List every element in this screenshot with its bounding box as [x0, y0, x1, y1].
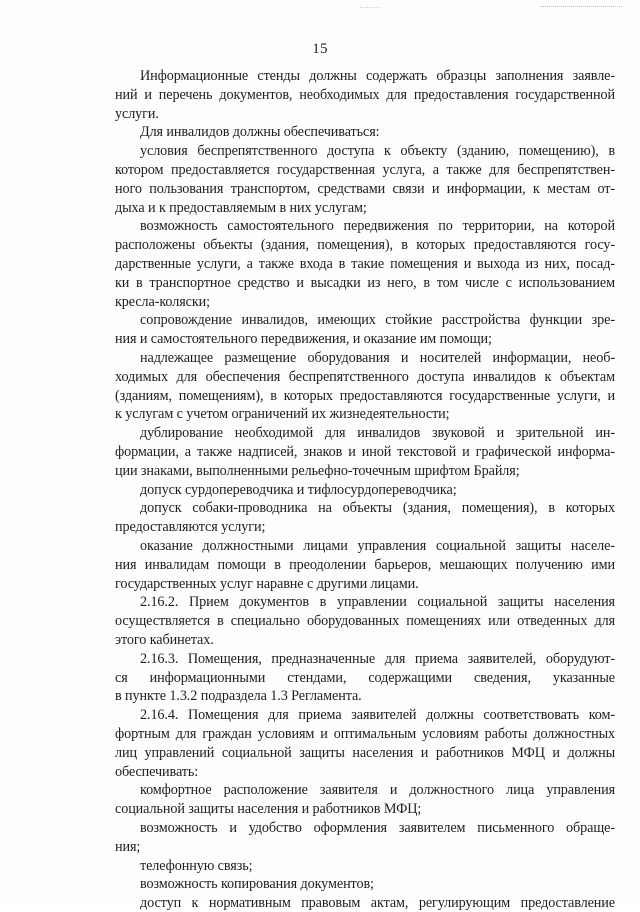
text-line: ходимых для обеспечения беспрепятственного доступа инвалидов к объектам	[115, 368, 615, 385]
text-line: комфортное расположение заявителя и должностного лица управления	[140, 782, 615, 799]
text-line: доступ к нормативным правовым актам, регулирующим предоставление	[140, 895, 615, 912]
page-number: 15	[312, 41, 328, 57]
text-line: предоставляются услуги;	[115, 519, 266, 536]
text-line: допуск сурдопереводчика и тифлосурдопереводчика;	[140, 481, 457, 498]
text-line: оказание должностными лицами управления социальной защиты населе-	[140, 538, 615, 554]
text-line: дыха и к предоставляемым в них услугам;	[115, 199, 367, 216]
text-line: в пункте 1.3.2 подраздела 1.3 Регламента.	[115, 688, 362, 705]
text-line: возможность самостоятельного передвижения по территории, на которой	[140, 218, 615, 235]
text-line: лиц управлений социальной защиты населения и работников МФЦ и должны	[115, 744, 615, 761]
text-line: дарственные услуги, а также входа в такие помещения и выхода из них, посад-	[115, 256, 615, 272]
text-line: возможность и удобство оформления заявителем письменного обраще-	[140, 820, 615, 836]
text-line: ния;	[115, 838, 141, 855]
text-line: Для инвалидов должны обеспечиваться:	[140, 124, 380, 141]
text-line: ний и перечень документов, необходимых для предоставления государственной	[115, 86, 615, 103]
text-line: возможность копирования документов;	[140, 876, 374, 893]
scan-artifact	[360, 7, 380, 10]
text-line: этого кабинетах.	[115, 632, 214, 648]
text-line: условия беспрепятственного доступа к объекту (зданию, помещению), в	[140, 143, 615, 160]
text-line: расположены объекты (здания, помещения), в которых предоставляются госу-	[115, 237, 615, 254]
text-line: ния и самостоятельного передвижения, и оказание им помощи;	[115, 331, 492, 348]
text-line: 2.16.3. Помещения, предназначенные для приема заявителей, оборудуют-	[140, 650, 615, 667]
text-line: ся информационными стендами, содержащими сведения, указанные	[115, 669, 615, 686]
text-line: ного пользования транспортом, средствами связи и информации, к местам от-	[115, 180, 615, 197]
text-line: услуги.	[115, 105, 159, 122]
text-line: 2.16.4. Помещения для приема заявителей должны соответствовать ком-	[140, 707, 615, 724]
text-line: формации, а также надписей, знаков и иной текстовой и графической информа-	[115, 444, 615, 460]
text-line: надлежащее размещение оборудования и носителей информации, необ-	[140, 350, 615, 366]
text-line: котором предоставляется государственная услуга, а также для беспрепятствен-	[115, 162, 615, 178]
text-line: осуществляется в специально оборудованных помещениях или отведенных для	[115, 613, 615, 630]
text-line: к услугам с учетом ограничений их жизнедеятельности;	[115, 406, 450, 423]
text-line: 2.16.2. Прием документов в управлении социальной защиты населения	[140, 594, 615, 611]
text-line: государственных услуг наравне с другими лицами.	[115, 575, 419, 592]
text-line: фортным для граждан условиям и оптимальным условиям работы должностных	[115, 726, 615, 742]
text-line: обеспечивать:	[115, 763, 199, 780]
text-line: телефонную связь;	[140, 857, 253, 874]
text-line: допуск собаки-проводника на объекты (здания, помещения), в которых	[140, 500, 615, 517]
text-line: ции знаками, выполненными рельефно-точечным шрифтом Брайля;	[115, 462, 520, 479]
text-line: кресла-коляски;	[115, 293, 210, 310]
text-line: дублирование необходимой для инвалидов звуковой и зрительной ин-	[140, 425, 615, 442]
text-line: социальной защиты населения и работников МФЦ;	[115, 801, 422, 818]
text-line: Информационные стенды должны содержать образцы заполнения заявле-	[140, 68, 615, 84]
text-line: (зданиям, помещениям), в которых предоставляются государственные услуги, и	[115, 387, 615, 404]
text-line: сопровождение инвалидов, имеющих стойкие расстройства функции зре-	[140, 312, 615, 329]
text-line: ки в транспортное средство и высадки из него, в том числе с использованием	[115, 274, 615, 291]
scan-artifact	[540, 6, 622, 10]
text-line: ния инвалидам помощи в преодолении барьеров, мешающих получению ими	[115, 556, 615, 573]
